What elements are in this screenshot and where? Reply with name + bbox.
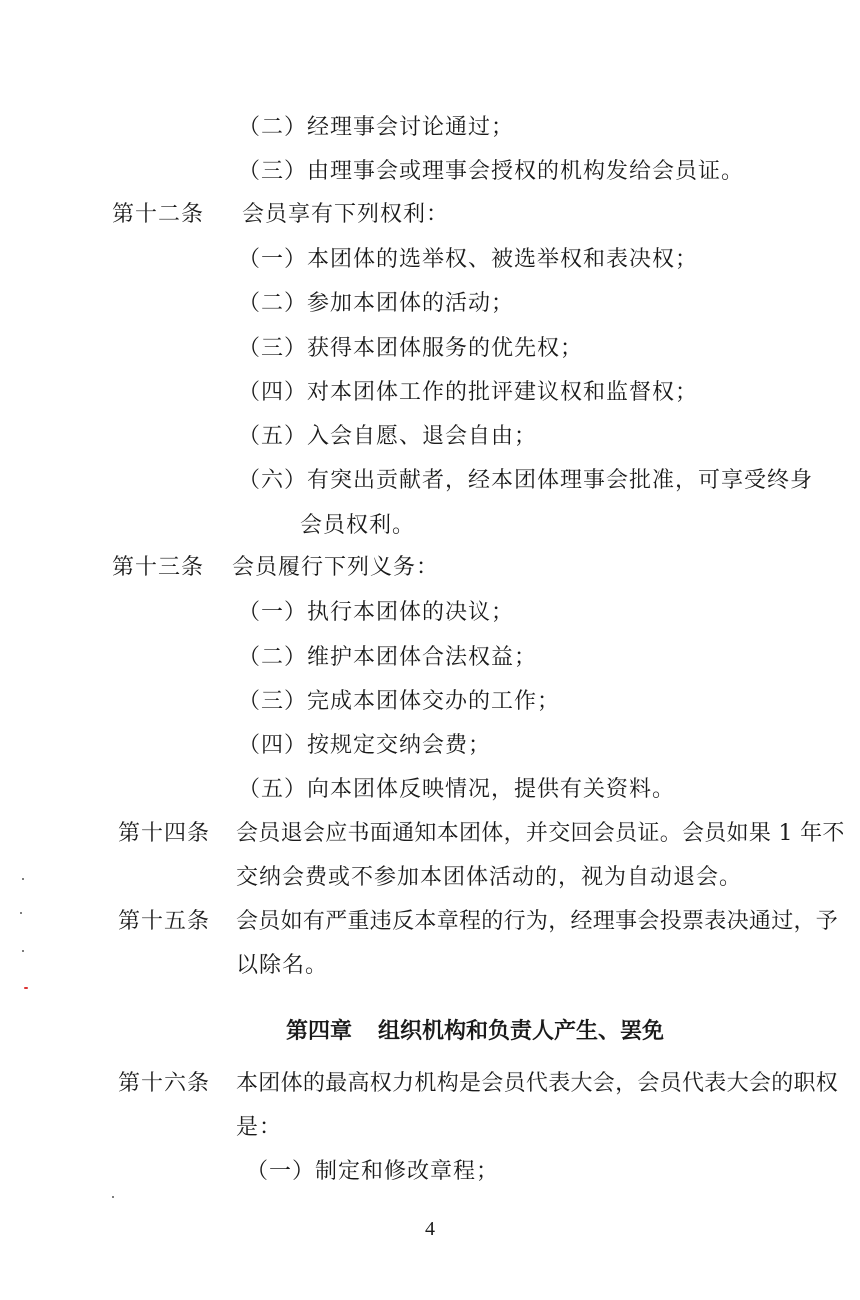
list-item-continuation: 会员权利。 [300,513,416,538]
list-item: （二）参加本团体的活动； [238,291,515,316]
scan-speck [22,878,24,880]
list-item: （四）对本团体工作的批评建议权和监督权； [238,380,699,405]
scan-speck [24,987,28,989]
article-text: 是： [236,1115,283,1140]
article-number: 第十二条 [112,202,205,227]
chapter-heading [286,1017,664,1047]
article-text: 会员履行下列义务： [232,555,440,580]
article-number: 第十六条 [118,1071,211,1096]
list-item: （二）经理事会讨论通过； [238,115,515,140]
scan-speck [112,1196,114,1198]
page-number: 4 [425,1218,435,1240]
list-item: （六）有突出贡献者，经本团体理事会批准，可享受终身 [238,468,814,493]
list-item: （一）执行本团体的决议； [238,600,515,625]
list-item: （三）完成本团体交办的工作； [238,689,561,714]
list-item: （一）本团体的选举权、被选举权和表决权； [238,247,699,272]
article-text: 会员如有严重违反本章程的行为，经理事会投票表决通过，予 [236,909,839,934]
list-item: （五）向本团体反映情况，提供有关资料。 [238,777,676,802]
article-number: 第十四条 [118,821,211,846]
chapter-number: 第四章 [286,1019,353,1044]
scan-speck [20,912,22,914]
article-text: 会员退会应书面通知本团体，并交回会员证。会员如果 1 年不 [236,821,845,846]
chapter-title: 组织机构和负责人产生、罢免 [378,1019,665,1044]
list-item: （三）获得本团体服务的优先权； [238,336,584,361]
article-text: 会员享有下列权利： [242,202,450,227]
list-item: （二）维护本团体合法权益； [238,645,538,670]
list-item: （三）由理事会或理事会授权的机构发给会员证。 [238,159,745,184]
article-number: 第十五条 [118,909,211,934]
article-text: 本团体的最高权力机构是会员代表大会，会员代表大会的职权 [236,1071,839,1096]
article-text: 以除名。 [236,953,329,978]
article-text: 交纳会费或不参加本团体活动的，视为自动退会。 [236,865,743,890]
list-item: （五）入会自愿、退会自由； [238,424,538,449]
list-item: （一）制定和修改章程； [246,1159,500,1184]
list-item: （四）按规定交纳会费； [238,733,492,758]
article-number: 第十三条 [112,555,205,580]
scan-speck [22,950,24,952]
